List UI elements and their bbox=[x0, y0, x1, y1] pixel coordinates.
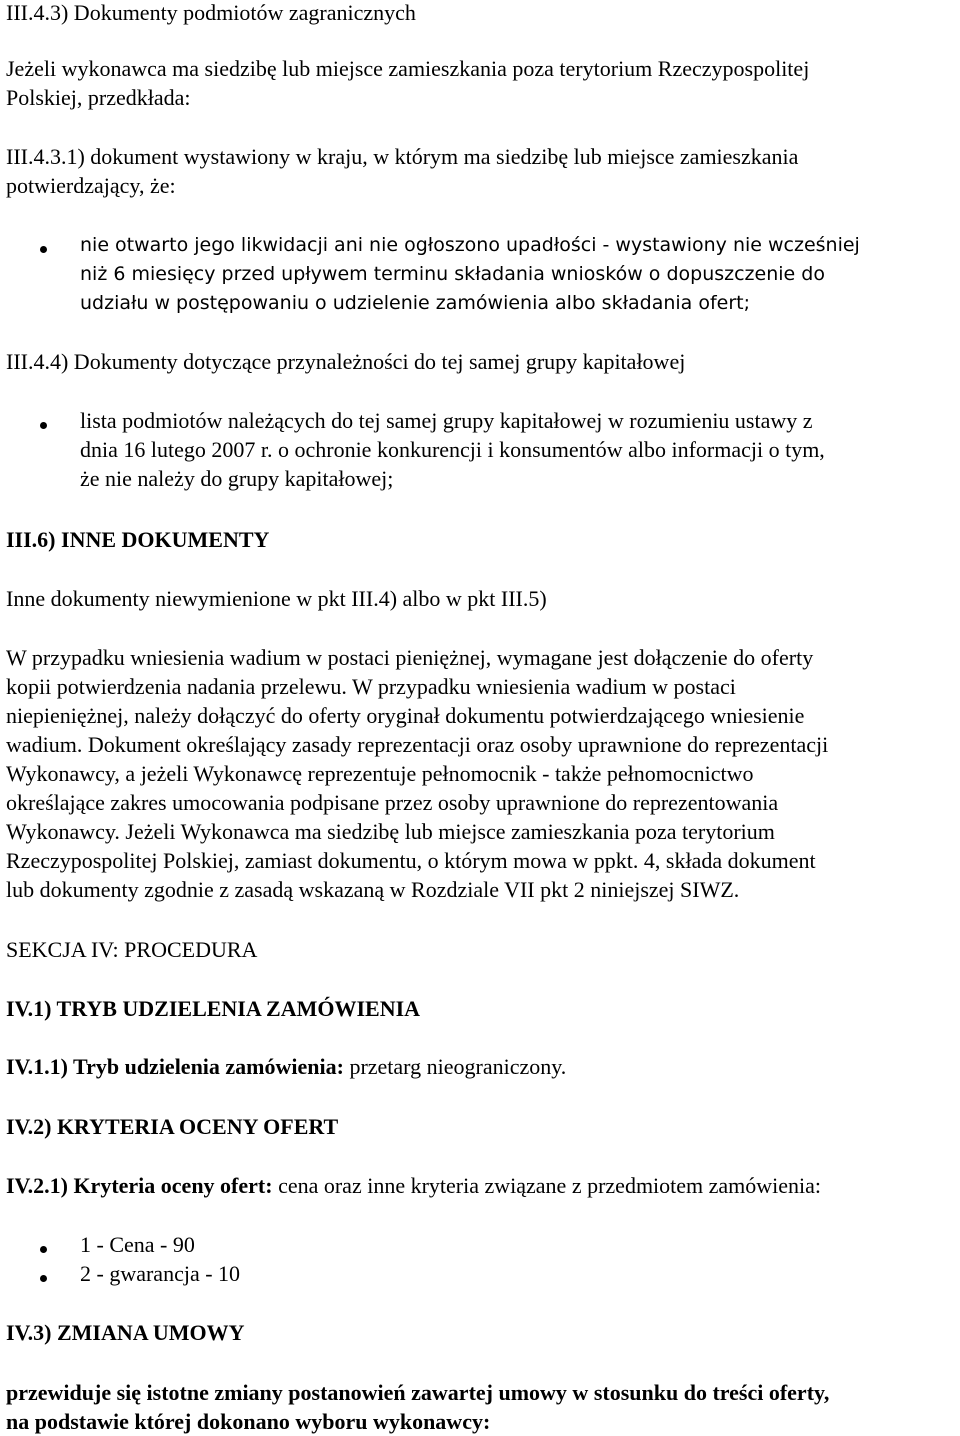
procedure-mode-label: IV.1.1) Tryb udzielenia zamówienia: bbox=[6, 1054, 344, 1079]
heading-contract-change: IV.3) ZMIANA UMOWY bbox=[6, 1320, 245, 1345]
closing-line-1: przewiduje się istotne zmiany postanowień zawartej umowy w stosunku do treści oferty, bbox=[6, 1380, 830, 1405]
bullet-text-line-3: udziału w postępowaniu o udzielenie zamówienia albo składania ofert; bbox=[80, 292, 751, 314]
closing-line-2: na podstawie której dokonano wyboru wykonawcy: bbox=[6, 1409, 491, 1434]
item-line-1: III.4.3.1) dokument wystawiony w kraju, w którym ma siedzibę lub miejsce zamieszkania bbox=[6, 144, 799, 169]
paragraph-line-3: niepieniężnej, należy dołączyć do oferty oryginał dokumentu potwierdzającego wniesienie bbox=[6, 703, 805, 728]
other-docs-line: Inne dokumenty niewymienione w pkt III.4) albo w pkt III.5) bbox=[6, 586, 547, 611]
bullet-text-line-1: lista podmiotów należących do tej samej grupy kapitałowej w rozumieniu ustawy z bbox=[80, 408, 813, 433]
criteria-line bbox=[6, 1173, 821, 1199]
bullet-text-line-2: dnia 16 lutego 2007 r. o ochronie konkurencji i konsumentów albo informacji o tym, bbox=[80, 437, 825, 462]
paragraph-line-4: wadium. Dokument określający zasady reprezentacji oraz osoby uprawnione do reprezentacji bbox=[6, 732, 829, 757]
heading-other-docs: III.6) INNE DOKUMENTY bbox=[6, 527, 270, 552]
section-procedure: SEKCJA IV: PROCEDURA bbox=[6, 937, 258, 962]
paragraph-line-6: określające zakres umocowania podpisane przez osoby uprawnione do reprezentowania bbox=[6, 790, 779, 815]
paragraph-line-2: kopii potwierdzenia nadania przelewu. W przypadku wniesienia wadium w postaci bbox=[6, 674, 736, 699]
bullet-text-line-2: niż 6 miesięcy przed upływem terminu składania wniosków o dopuszczenie do bbox=[80, 263, 825, 285]
bullet-icon bbox=[40, 1246, 47, 1253]
paragraph-line-5: Wykonawcy, a jeżeli Wykonawcę reprezentuje pełnomocnik - także pełnomocnictwo bbox=[6, 761, 754, 786]
intro-line-1: Jeżeli wykonawca ma siedzibę lub miejsce zamieszkania poza terytorium Rzeczypospolitej bbox=[6, 56, 810, 81]
heading-foreign-docs: III.4.3) Dokumenty podmiotów zagranicznych bbox=[6, 0, 416, 25]
procedure-mode-line bbox=[6, 1054, 566, 1080]
bullet-text-line-1: nie otwarto jego likwidacji ani nie ogłoszono upadłości - wystawiony nie wcześniej bbox=[80, 234, 860, 256]
item-line-2: potwierdzający, że: bbox=[6, 173, 176, 198]
heading-procedure-mode: IV.1) TRYB UDZIELENIA ZAMÓWIENIA bbox=[6, 996, 421, 1021]
bullet-icon bbox=[40, 422, 47, 429]
paragraph-line-1: W przypadku wniesienia wadium w postaci pieniężnej, wymagane jest dołączenie do oferty bbox=[6, 645, 814, 670]
criteria-value: cena oraz inne kryteria związane z przedmiotem zamówienia: bbox=[272, 1173, 822, 1198]
heading-capital-group: III.4.4) Dokumenty dotyczące przynależności do tej samej grupy kapitałowej bbox=[6, 349, 686, 374]
criterion-item-2: 2 - gwarancja - 10 bbox=[80, 1261, 241, 1286]
bullet-icon bbox=[40, 246, 47, 253]
criterion-item-1: 1 - Cena - 90 bbox=[80, 1232, 195, 1257]
bullet-icon bbox=[40, 1275, 47, 1282]
bullet-text-line-3: że nie należy do grupy kapitałowej; bbox=[80, 466, 394, 491]
criteria-label: IV.2.1) Kryteria oceny ofert: bbox=[6, 1173, 273, 1198]
paragraph-line-8: Rzeczypospolitej Polskiej, zamiast dokumentu, o którym mowa w ppkt. 4, składa dokument bbox=[6, 848, 816, 873]
paragraph-line-7: Wykonawcy. Jeżeli Wykonawca ma siedzibę lub miejsce zamieszkania poza terytorium bbox=[6, 819, 775, 844]
heading-criteria: IV.2) KRYTERIA OCENY OFERT bbox=[6, 1114, 339, 1139]
paragraph-line-9: lub dokumenty zgodnie z zasadą wskazaną w Rozdziale VII pkt 2 niniejszej SIWZ. bbox=[6, 877, 740, 902]
procedure-mode-value: przetarg nieograniczony. bbox=[343, 1054, 567, 1079]
intro-line-2: Polskiej, przedkłada: bbox=[6, 85, 191, 110]
